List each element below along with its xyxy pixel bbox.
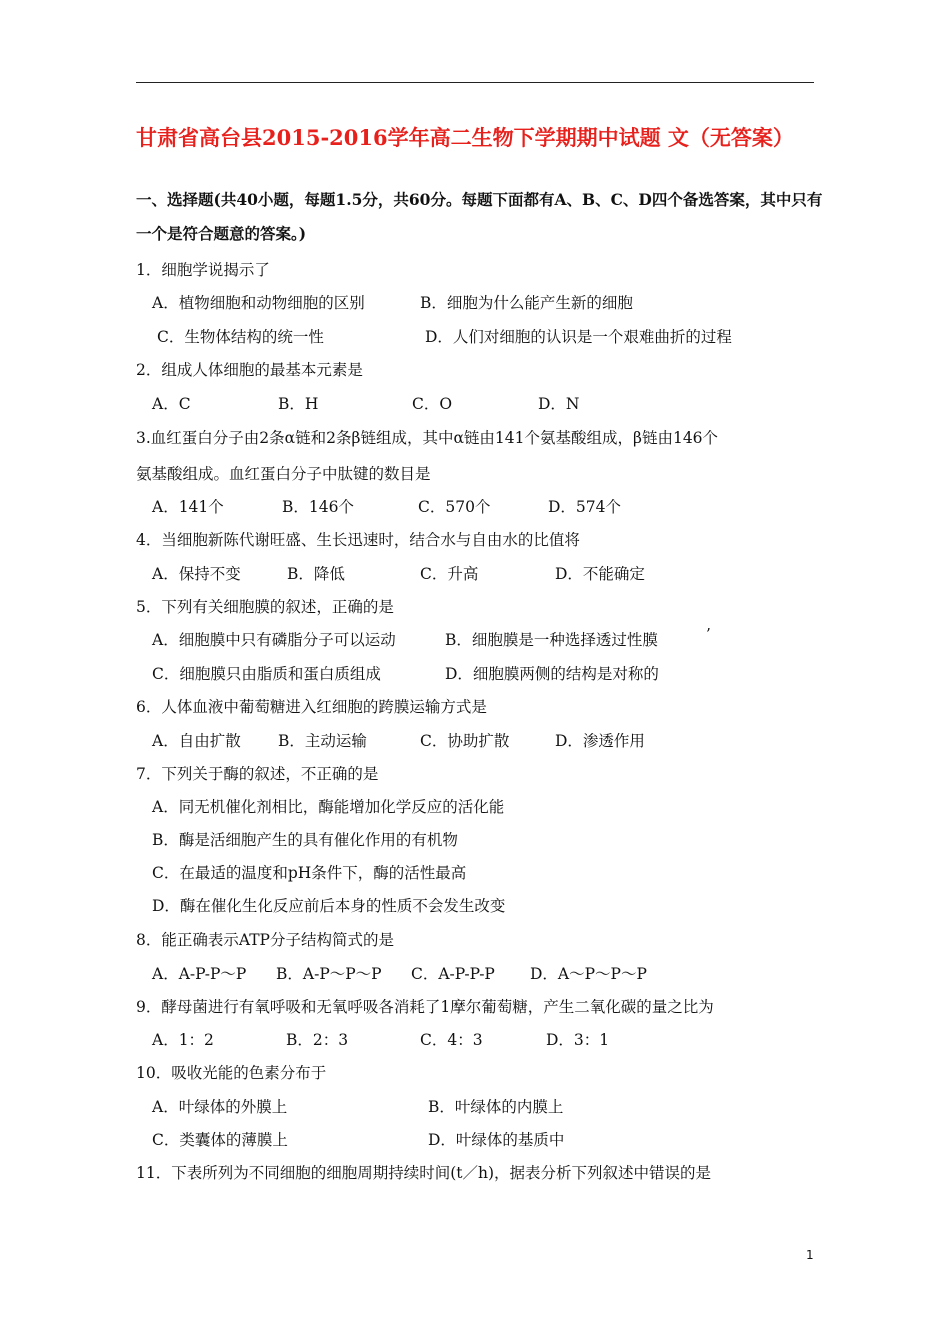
question-1-option-b: B．细胞为什么能产生新的细胞 — [420, 294, 633, 312]
question-7-option-c: C．在最适的温度和pH条件下，酶的活性最高 — [152, 864, 467, 882]
question-9-option-d: D．3：1 — [546, 1031, 610, 1049]
question-4-option-c: C．升高 — [420, 565, 479, 583]
question-8-option-b: B．A-P～P～P — [276, 965, 382, 983]
question-3-option-a: A．141个 — [152, 498, 224, 516]
section-heading-line1: 一、选择题(共40小题，每题1.5分，共60分。每题下面都有A、B、C、D四个备选答案，其中只有 — [136, 190, 823, 209]
question-11-stem: 11．下表所列为不同细胞的细胞周期持续时间(t／h)，据表分析下列叙述中错误的是 — [136, 1164, 712, 1182]
stray-mark: ’ — [706, 625, 711, 643]
question-5-option-d: D．细胞膜两侧的结构是对称的 — [445, 665, 659, 683]
question-8-option-d: D．A～P～P～P — [530, 965, 647, 983]
question-9-stem: 9．酵母菌进行有氧呼吸和无氧呼吸各消耗了1摩尔葡萄糖，产生二氧化碳的量之比为 — [136, 998, 714, 1016]
question-1-stem: 1．细胞学说揭示了 — [136, 261, 270, 279]
page-number: 1 — [806, 1248, 814, 1262]
header-rule — [136, 82, 814, 83]
question-7-option-b: B．酶是活细胞产生的具有催化作用的有机物 — [152, 831, 458, 849]
question-2-option-d: D．N — [538, 395, 580, 413]
question-5-option-b: B．细胞膜是一种选择透过性膜 — [445, 631, 658, 649]
question-6-option-c: C．协助扩散 — [420, 732, 510, 750]
question-3-option-d: D．574个 — [548, 498, 622, 516]
question-1-option-c: C．生物体结构的统一性 — [157, 328, 324, 346]
question-8-stem: 8．能正确表示ATP分子结构简式的是 — [136, 931, 394, 949]
question-9-option-b: B．2：3 — [286, 1031, 349, 1049]
question-7-stem: 7．下列关于酶的叙述，不正确的是 — [136, 765, 379, 783]
question-2-option-a: A．C — [152, 395, 191, 413]
question-4-option-d: D．不能确定 — [555, 565, 645, 583]
question-4-stem: 4．当细胞新陈代谢旺盛、生长迅速时，结合水与自由水的比值将 — [136, 531, 580, 549]
document-title: 甘肃省高台县2015-2016学年高二生物下学期期中试题 文（无答案） — [136, 125, 794, 150]
question-6-option-b: B．主动运输 — [278, 732, 367, 750]
question-4-option-a: A．保持不变 — [152, 565, 241, 583]
question-8-option-c: C．A-P-P-P — [411, 965, 495, 983]
question-7-option-d: D．酶在催化生化反应前后本身的性质不会发生改变 — [152, 897, 506, 915]
question-5-option-a: A．细胞膜中只有磷脂分子可以运动 — [152, 631, 396, 649]
question-6-stem: 6．人体血液中葡萄糖进入红细胞的跨膜运输方式是 — [136, 698, 487, 716]
question-3-option-b: B．146个 — [282, 498, 354, 516]
question-4-option-b: B．降低 — [287, 565, 345, 583]
question-3-stem-continued: 氨基酸组成。血红蛋白分子中肽键的数目是 — [136, 465, 431, 483]
question-10-option-a: A．叶绿体的外膜上 — [152, 1098, 288, 1116]
question-2-option-c: C．O — [412, 395, 453, 413]
question-2-option-b: B．H — [278, 395, 319, 413]
question-8-option-a: A．A-P-P～P — [152, 965, 247, 983]
section-heading-line2: 一个是符合题意的答案。) — [136, 224, 307, 243]
question-10-option-b: B．叶绿体的内膜上 — [428, 1098, 564, 1116]
question-10-option-c: C．类囊体的薄膜上 — [152, 1131, 288, 1149]
question-2-stem: 2．组成人体细胞的最基本元素是 — [136, 361, 363, 379]
question-9-option-c: C．4：3 — [420, 1031, 483, 1049]
question-3-option-c: C．570个 — [418, 498, 491, 516]
question-1-option-a: A．植物细胞和动物细胞的区别 — [152, 294, 365, 312]
question-1-option-d: D．人们对细胞的认识是一个艰难曲折的过程 — [425, 328, 732, 346]
question-5-option-c: C．细胞膜只由脂质和蛋白质组成 — [152, 665, 381, 683]
question-5-stem: 5．下列有关细胞膜的叙述，正确的是 — [136, 598, 394, 616]
question-3-stem: 3.血红蛋白分子由2条α链和2条β链组成，其中α链由141个氨基酸组成，β链由146个 — [136, 429, 719, 447]
question-9-option-a: A．1：2 — [152, 1031, 214, 1049]
question-7-option-a: A．同无机催化剂相比，酶能增加化学反应的活化能 — [152, 798, 505, 816]
question-6-option-d: D．渗透作用 — [555, 732, 645, 750]
question-10-option-d: D．叶绿体的基质中 — [428, 1131, 565, 1149]
question-6-option-a: A．自由扩散 — [152, 732, 241, 750]
question-10-stem: 10．吸收光能的色素分布于 — [136, 1064, 327, 1082]
